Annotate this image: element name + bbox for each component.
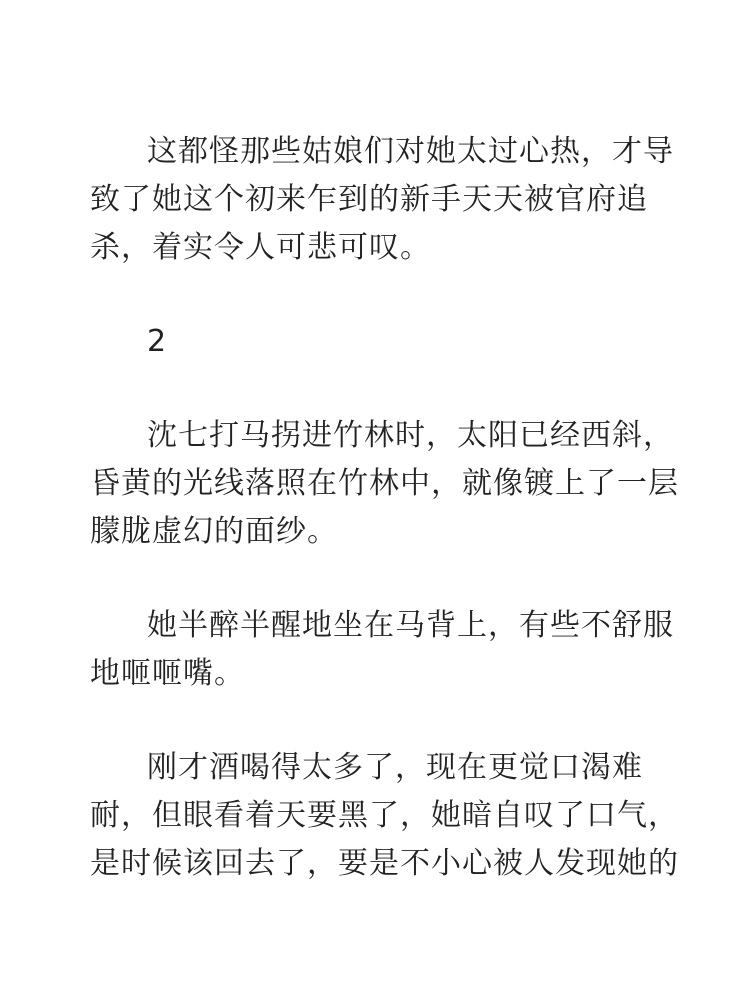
- chapter-number: [90, 318, 660, 366]
- text-line: 耐，但眼看着天要黑了，她暗自叹了口气，: [90, 798, 679, 833]
- text-line: 沈七打马拐进竹林时，太阳已经西斜，: [147, 418, 674, 453]
- text-line: 刚才酒喝得太多了，现在更觉口渴难: [147, 750, 643, 785]
- text-line: 朦胧虚幻的面纱。: [90, 514, 338, 549]
- text-line: 这都怪那些姑娘们对她太过心热，才导: [147, 134, 674, 169]
- text-line: 她半醉半醒地坐在马背上，有些不舒服: [147, 608, 674, 643]
- text-line: 昏黄的光线落照在竹林中，就像镀上了一层: [90, 466, 679, 501]
- text-line: 致了她这个初来乍到的新手天天被官府追: [90, 182, 648, 217]
- article-body: [90, 128, 679, 888]
- chapter-number-text: 2: [147, 324, 168, 359]
- paragraph: [90, 744, 679, 888]
- text-line: 杀，着实令人可悲可叹。: [90, 230, 431, 265]
- text-line: 是时候该回去了，要是不小心被人发现她的: [90, 846, 679, 881]
- paragraph: [90, 602, 674, 698]
- paragraph: [90, 412, 679, 556]
- text-line: 地咂咂嘴。: [90, 656, 245, 691]
- paragraph: [90, 128, 674, 272]
